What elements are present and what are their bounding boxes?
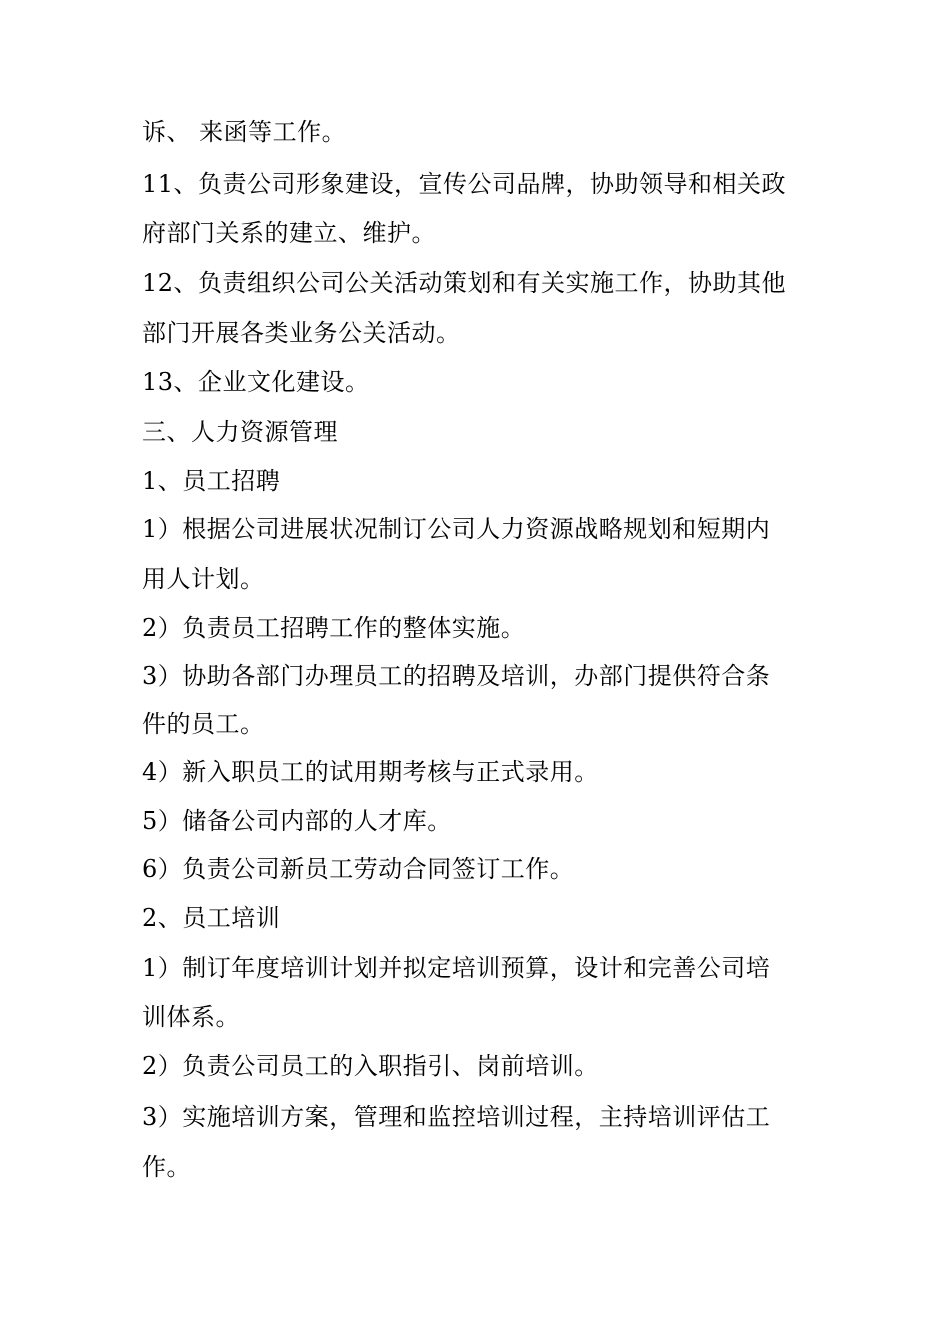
text-line: 3）实施培训方案，管理和监控培训过程，主持培训评估工	[142, 1103, 771, 1131]
text-line: 1）制订年度培训计划并拟定培训预算，设计和完善公司培	[142, 954, 771, 982]
text-line: 用人计划。	[142, 565, 265, 593]
text-line: 5）储备公司内部的人才库。	[142, 807, 452, 835]
text-line: 12、负责组织公司公关活动策划和有关实施工作，协助其他	[142, 269, 787, 297]
section-heading: 三、人力资源管理	[142, 418, 338, 446]
text-line: 11、负责公司形象建设，宣传公司品牌，协助领导和相关政	[142, 170, 787, 198]
text-line: 件的员工。	[142, 710, 265, 738]
text-line: 3）协助各部门办理员工的招聘及培训，办部门提供符合条	[142, 662, 771, 690]
text-line: 训体系。	[142, 1003, 240, 1031]
text-line: 2）负责公司员工的入职指引、岗前培训。	[142, 1052, 599, 1080]
text-line: 2）负责员工招聘工作的整体实施。	[142, 614, 526, 642]
subsection-heading: 2、员工培训	[142, 904, 281, 932]
text-line: 诉、 来函等工作。	[142, 118, 347, 146]
text-line: 府部门关系的建立、维护。	[142, 219, 436, 247]
text-line: 部门开展各类业务公关活动。	[142, 319, 461, 347]
text-line: 4）新入职员工的试用期考核与正式录用。	[142, 758, 599, 786]
text-line: 6）负责公司新员工劳动合同签订工作。	[142, 855, 575, 883]
text-line: 作。	[142, 1153, 191, 1181]
text-line: 1）根据公司进展状况制订公司人力资源战略规划和短期内	[142, 515, 771, 543]
subsection-heading: 1、员工招聘	[142, 467, 281, 495]
text-line: 13、企业文化建设。	[142, 368, 370, 396]
